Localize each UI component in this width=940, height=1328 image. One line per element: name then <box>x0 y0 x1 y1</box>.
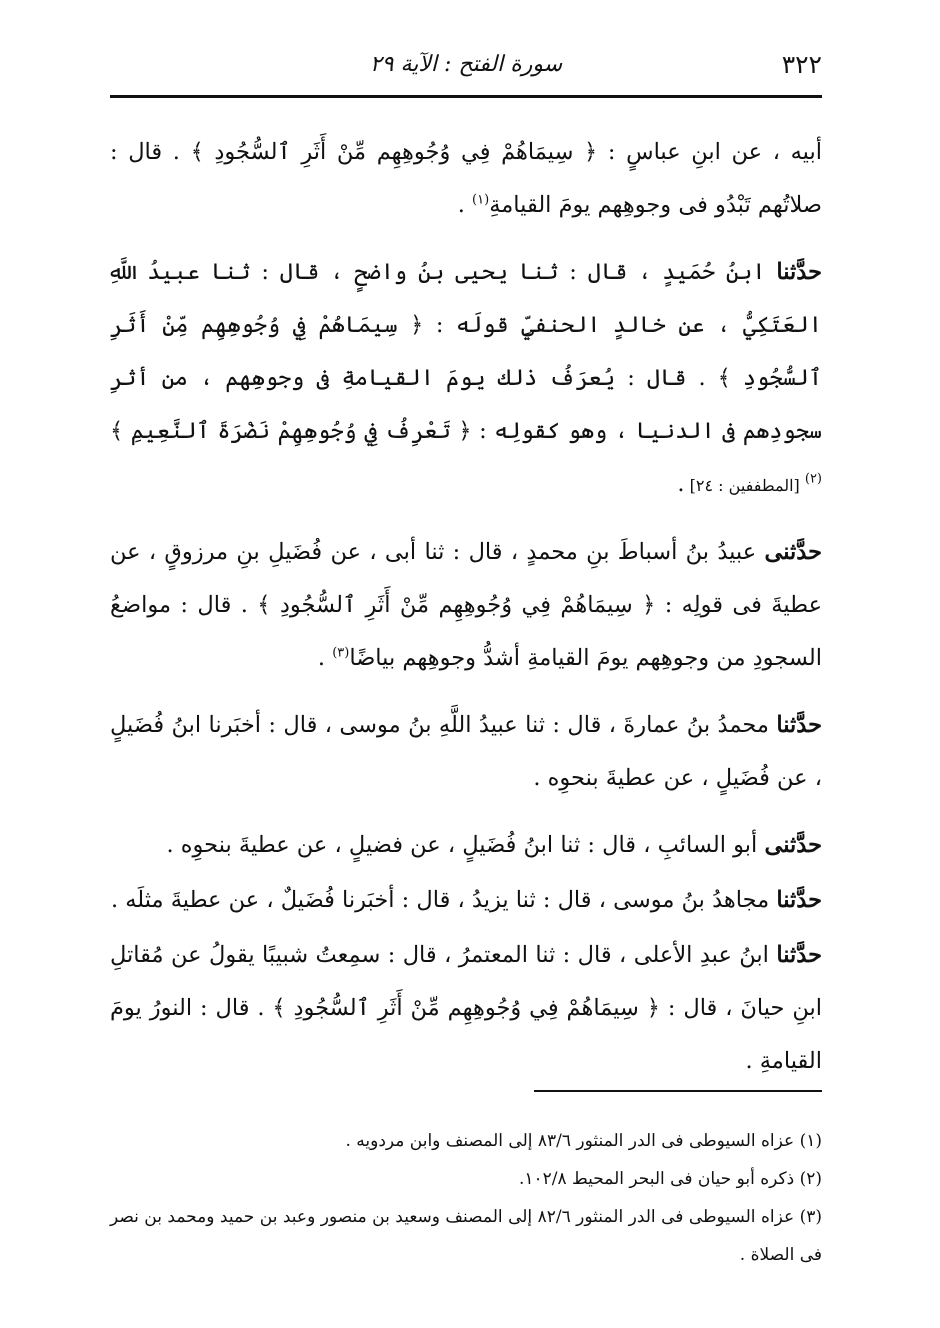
paragraph <box>110 874 822 927</box>
running-title: سورة الفتح : الآية ٢٩ <box>369 52 563 77</box>
paragraph-end: . <box>457 192 473 218</box>
footnote: (١) عزاه السيوطى فى الدر المنثور ٨٣/٦ إلى المصنف وابن مردويه . <box>345 1131 822 1151</box>
page-number: ٣٢٢ <box>781 50 822 79</box>
footnote-separator <box>534 1090 822 1092</box>
paragraph-text: محمدُ بنُ عمارةَ ، قال : ثنا عبيدُ اللَّهِ بنُ موسى ، قال : أخبَرنا ابنُ فُضَيلٍ ، عن فُضَيلٍ ، عن عطيةَ بنحوِه . <box>110 712 822 791</box>
paragraph <box>110 246 822 512</box>
paragraph-end: . <box>677 471 685 497</box>
isnad-lead: حدَّثنى <box>764 539 822 565</box>
header-rule <box>110 95 822 98</box>
paragraph-text: . قال : النورُ يومَ القيامةِ . <box>110 995 822 1074</box>
quran-quote: ﴿ سِيمَاهُمْ فِي وُجُوهِهِم مِّنْ أَثَرِ ٱلسُّجُودِ ﴾ <box>257 592 656 618</box>
footnote: (٣) عزاه السيوطى فى الدر المنثور ٨٢/٦ إلى المصنف وسعيد بن منصور وعبد بن حميد ومحمد بن نصر فى الصلاة . <box>110 1207 822 1265</box>
paragraph <box>110 526 822 685</box>
paragraph-text: . قال : يُعرَفُ ذلك يومَ القيامةِ فى وجوهِهم ، من أثرِ سجودِهم فى الدنيا ، وهو كقولِه : <box>110 365 822 444</box>
paragraph <box>110 929 822 1088</box>
footnote-marker: (٢) <box>804 471 822 487</box>
isnad-lead: حدَّثنا <box>776 712 822 738</box>
quran-quote: ﴿ سِيمَاهُمْ فِي وُجُوهِهِم مِّنْ أَثَرِ ٱلسُّجُودِ ﴾ <box>190 139 598 165</box>
paragraph-text: عبيدُ بنُ أسباطَ بنِ محمدٍ ، قال : ثنا أبى ، عن فُضَيلِ بنِ مرزوقٍ ، عن عطيةَ فى قولِه : <box>110 539 823 618</box>
footnotes <box>110 1122 822 1274</box>
paragraph <box>110 699 822 805</box>
quran-quote: ﴿ تَعْرِفُ فِي وُجُوهِهِمْ نَضْرَةَ ٱلنَّعِيمِ ﴾ <box>110 418 472 444</box>
paragraph-text: . قال : صلاتُهم تَبْدُو فى وجوهِهم يومَ القيامةِ <box>110 139 822 218</box>
paragraph-end: . <box>317 645 333 671</box>
footnote-marker: (١) <box>472 192 490 208</box>
paragraph-text: أبيه ، عن ابنِ عباسٍ : <box>597 139 822 165</box>
paragraph-text: . قال : مواضعُ السجودِ من وجوهِهم يومَ القيامةِ أشدُّ وجوهِهم بياضًا <box>110 592 822 671</box>
paragraph-text: ابنُ عبدِ الأعلى ، قال : ثنا المعتمرُ ، قال : سمِعتُ شبيبًا يقولُ عن مُقاتلِ ابنِ حيانَ ، قال : <box>110 942 823 1021</box>
footnote-marker: (٣) <box>332 645 350 661</box>
paragraph <box>110 126 822 232</box>
surah-reference: [المطففين : ٢٤] <box>684 476 805 495</box>
isnad-lead: حدَّثنا <box>776 887 822 913</box>
isnad-lead: حدَّثنا <box>776 942 822 968</box>
paragraph-text: ابنُ حُمَيدٍ ، قال : ثنا يحيى بنُ واضحٍ ، قال : ثنا عبيدُ اللَّهِ العَتَكِيُّ ، عن خالدٍ الحنفيِّ قولَه : <box>110 259 822 338</box>
main-text <box>110 126 822 1102</box>
quran-quote: ﴿ سِيمَاهُمْ فِي وُجُوهِهِم مِّنْ أَثَرِ ٱلسُّجُودِ ﴾ <box>110 312 822 391</box>
isnad-lead: حدَّثنا <box>776 259 822 285</box>
isnad-lead: حدَّثنى <box>764 832 822 858</box>
quran-quote: ﴿ سِيمَاهُمْ فِي وُجُوهِهِم مِّنْ أَثَرِ ٱلسُّجُودِ ﴾ <box>272 995 660 1021</box>
page-header <box>110 44 822 92</box>
paragraph <box>110 819 822 872</box>
paragraph-text: مجاهدُ بنُ موسى ، قال : ثنا يزيدُ ، قال : أخبَرنا فُضَيلٌ ، عن عطيةَ مثلَه . <box>110 887 777 913</box>
paragraph-text: أبو السائبِ ، قال : ثنا ابنُ فُضَيلٍ ، عن فضيلٍ ، عن عطيةَ بنحوِه . <box>166 832 765 858</box>
footnote: (٢) ذكره أبو حيان فى البحر المحيط ١٠٢/٨. <box>518 1169 822 1189</box>
